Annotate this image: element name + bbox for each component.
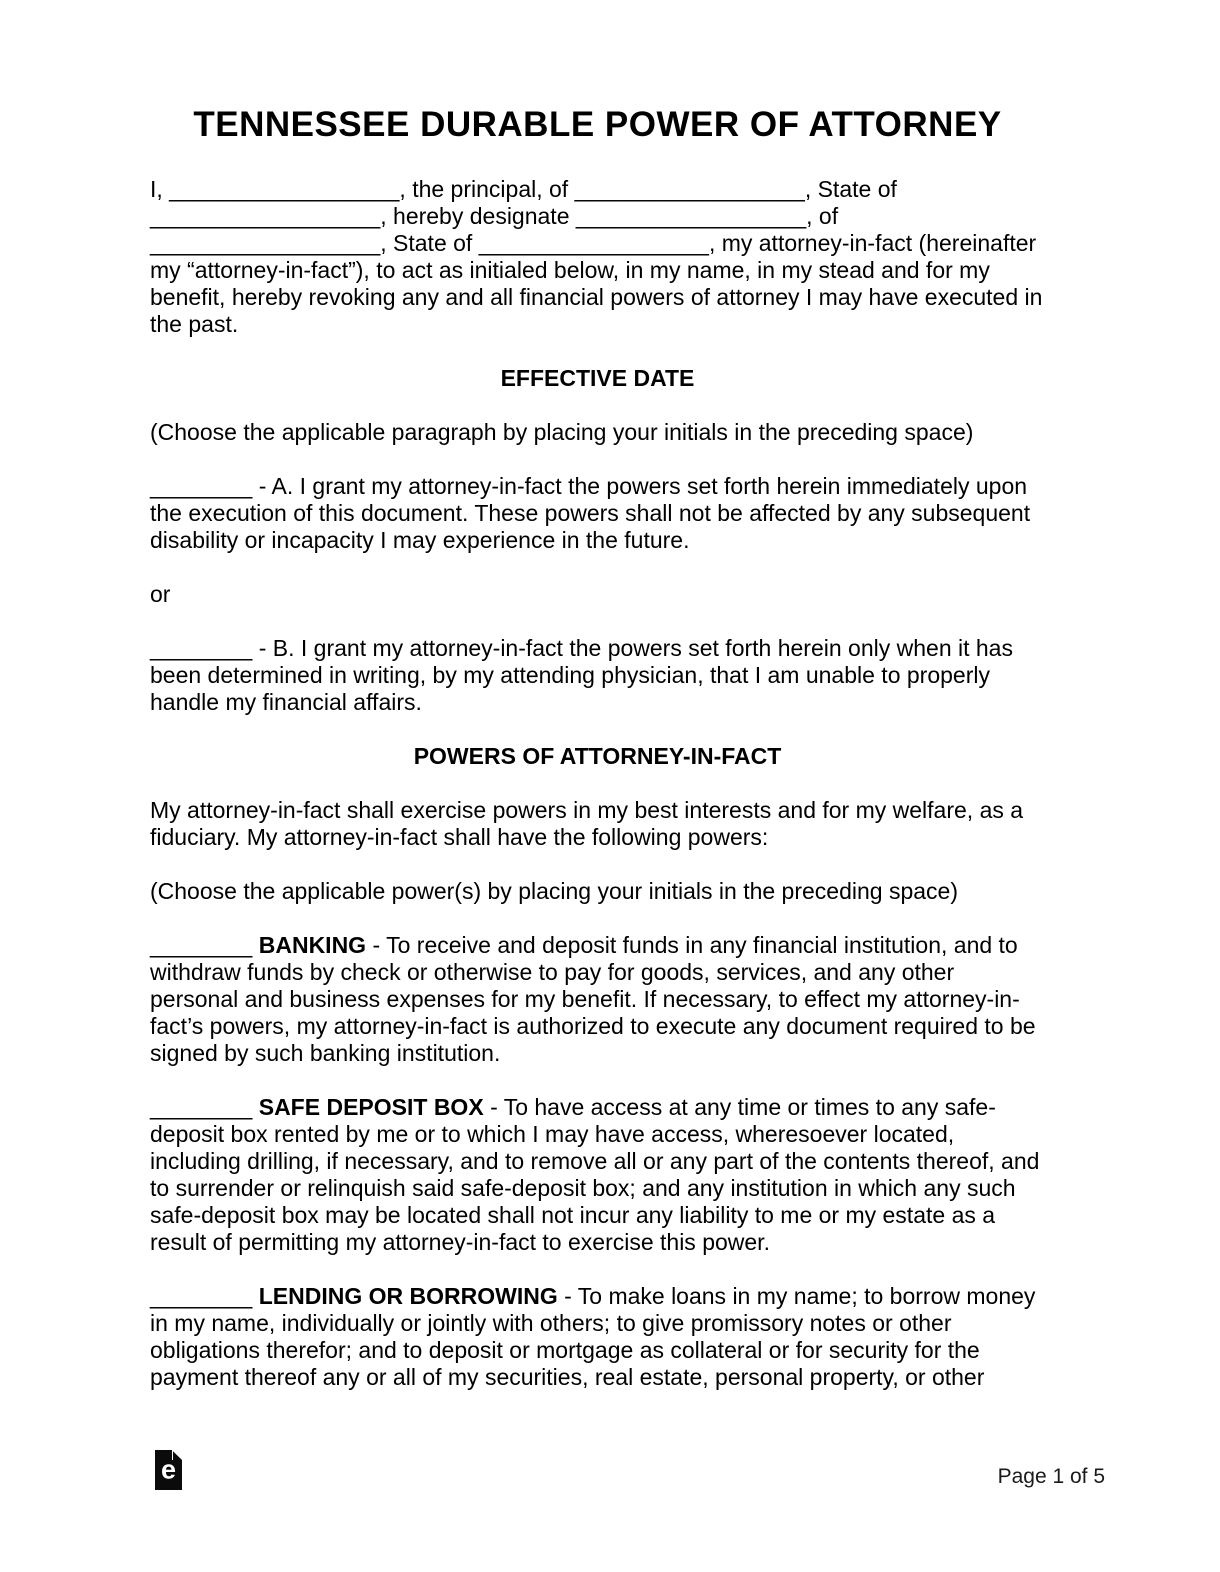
section-heading-effective-date: EFFECTIVE DATE bbox=[500, 365, 695, 391]
effective-date-option-a bbox=[150, 473, 1045, 554]
power-item-lending-or-borrowing bbox=[150, 1283, 1045, 1391]
power-text-safe-deposit-box: - To have access at any time or times to any safe-deposit box rented by me or to which I may have access, wheresoever located, including drilling, if necessary, and to remove all or any part of the contents thereof, and to surrender or relinquish said safe-deposit box; and any institution in which any such safe-deposit box may be located shall not incur any liability to me or my estate as a result of permitting my attorney-in-fact to exercise this power. bbox=[150, 1094, 1040, 1255]
eforms-document-logo-icon bbox=[155, 1450, 182, 1490]
or-separator: or bbox=[150, 581, 171, 607]
document-content bbox=[150, 104, 1045, 1391]
powers-instruction: (Choose the applicable power(s) by placing your initials in the preceding space) bbox=[150, 878, 958, 904]
power-item-safe-deposit-box bbox=[150, 1094, 1045, 1256]
option-b-text: - B. I grant my attorney-in-fact the powers set forth herein only when it has been determined in writing, by my attending physician, that I am unable to properly handle my financial affairs. bbox=[150, 635, 1013, 715]
logo-letter: e bbox=[161, 1454, 177, 1485]
initials-blank-option-a[interactable]: ________ bbox=[150, 473, 253, 499]
initials-blank-option-b[interactable]: ________ bbox=[150, 635, 253, 661]
power-item-banking bbox=[150, 932, 1045, 1067]
powers-lead-paragraph: My attorney-in-fact shall exercise powers in my best interests and for my welfare, as a fiduciary. My attorney-in-fact shall have the following powers: bbox=[150, 797, 1024, 850]
page-number: Page 1 of 5 bbox=[997, 1465, 1105, 1488]
power-name-safe-deposit-box: SAFE DEPOSIT BOX bbox=[258, 1094, 484, 1120]
document-title: TENNESSEE DURABLE POWER OF ATTORNEY bbox=[193, 105, 1002, 144]
initials-blank-banking[interactable]: ________ bbox=[150, 932, 253, 958]
intro-paragraph: I, __________________, the principal, of __________________, State of __________________, hereby designate __________________, of __________________, State of __________________, my attorney-in-fact (hereinafter my “attorney-in-fact”), to act as initialed below, in my name, in my stead and for my benefit, hereby revoking any and all financial powers of attorney I may have executed in the past. bbox=[150, 176, 1043, 337]
section-heading-powers: POWERS OF ATTORNEY-IN-FACT bbox=[413, 743, 782, 769]
initials-blank-safe-deposit-box[interactable]: ________ bbox=[150, 1094, 253, 1120]
option-a-text: - A. I grant my attorney-in-fact the powers set forth herein immediately upon the execution of this document. These powers shall not be affected by any subsequent disability or incapacity I may experience in the future. bbox=[150, 473, 1031, 553]
initials-blank-lending-or-borrowing[interactable]: ________ bbox=[150, 1283, 253, 1309]
power-text-lending-or-borrowing: - To make loans in my name; to borrow money in my name, individually or jointly with others; to give promissory notes or other obligations therefor; and to deposit or mortgage as collateral or for security for the payment thereof any or all of my securities, real estate, personal property, or other bbox=[150, 1283, 1036, 1390]
effective-date-option-b bbox=[150, 635, 1045, 716]
power-name-lending-or-borrowing: LENDING OR BORROWING bbox=[258, 1283, 558, 1309]
power-name-banking: BANKING bbox=[258, 932, 367, 958]
effective-date-instruction: (Choose the applicable paragraph by placing your initials in the preceding space) bbox=[150, 419, 974, 445]
power-text-banking: - To receive and deposit funds in any financial institution, and to withdraw funds by check or otherwise to pay for goods, services, and any other personal and business expenses for my benefit. If necessary, to effect my attorney-in-fact’s powers, my attorney-in-fact is authorized to execute any document required to be signed by such banking institution. bbox=[150, 932, 1036, 1066]
